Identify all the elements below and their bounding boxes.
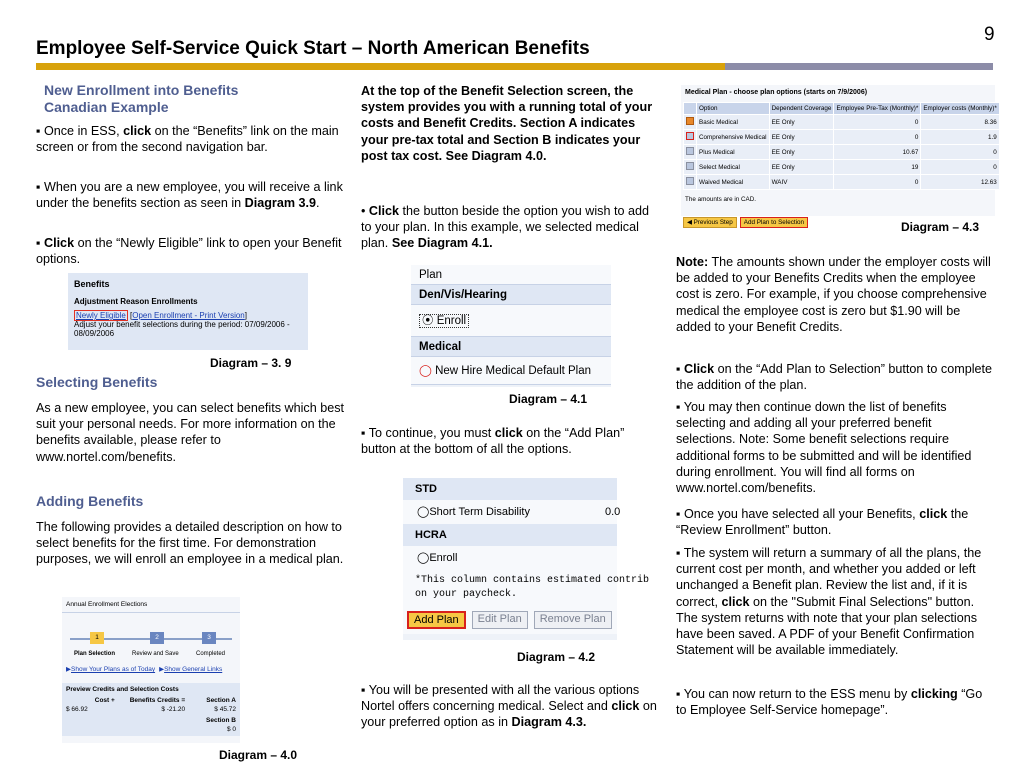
plan-buttons [403,606,617,634]
col3-bullet-review: ▪ Once you have selected all your Benefits, click the “Review Enrollment” button. [676,507,969,538]
cad-note: The amounts are in CAD. [685,196,757,203]
row-select-checkbox[interactable] [686,147,694,155]
medical-row: Medical [411,337,611,357]
section-a-value: $ 45.72 [214,706,236,713]
selecting-benefits-heading: Selecting Benefits [36,374,158,390]
show-general-links[interactable]: Show General Links [164,666,223,673]
step-2-marker: 2 [150,632,164,644]
step-3-label: Completed [196,651,226,657]
estimated-contrib-note: *This column contains estimated contrib on your paycheck. [403,570,617,606]
selecting-benefits-text: As a new employee, you can select benefits which best suit your personal needs. For more information on the benefits available, please refer to www.nortel.com/benefits. [36,401,345,464]
enroll-radio[interactable]: ⦿ [422,315,434,327]
enrollment-steps [62,613,240,657]
plan-links: ▶Show Your Plans as of Today ▶Show General Links [66,666,223,673]
credits-value: $ -21.20 [161,706,186,713]
col1-bullet-1: ▪ Once in ESS, click on the “Benefits” link on the main screen or from the second navigation bar. [36,124,339,155]
step-1-marker: 1 [90,632,104,644]
dependent-column-header: Dependent Coverage [769,103,834,115]
step-1-label: Plan Selection [74,651,116,657]
adjustment-reason-heading: Adjustment Reason Enrollments [74,297,198,306]
cost-value: $ 66.92 [66,706,88,713]
den-vis-hearing-row: Den/Vis/Hearing [411,285,611,305]
slide-title: Employee Self-Service Quick Start – North American Benefits [36,38,590,59]
col3-bullet-continue: ▪ You may then continue down the list of benefits selecting and adding all your preferred benefit selections. Note: Some benefit selections require additional forms to be submitted and will be identified during enrollment. You will find all forms on www.nortel.com/benefits. [676,400,972,496]
annual-enrollment-title: Annual Enrollment Elections [62,597,240,613]
col1-bullet-2: ▪ When you are a new employee, you will receive a link under the benefits section as seen in Diagram 3.9. [36,180,343,211]
diagram-4-3-screenshot [681,85,997,226]
caption-diagram-3-9: Diagram – 3. 9 [210,356,292,370]
hcra-enroll-option: ◯Enroll [403,546,617,570]
adding-benefits-text: The following provides a detailed description on how to select benefits for the first time. For demonstration purposes, we will enroll an employee in a medical plan. [36,520,344,567]
enroll-option: ⦿ Enroll [411,305,611,337]
std-radio[interactable]: ◯ [417,506,430,518]
table-row: Basic Medical EE Only 0 8.36 [684,115,1000,130]
row-select-checkbox[interactable] [686,177,694,185]
col2-bullet-add-plan: ▪ To continue, you must click on the “Add Plan” button at the bottom of all the options. [361,426,625,457]
employer-costs-note: Note: The amounts shown under the employer costs will be added to your Benefits Credits when the employee cost is zero. For example, if you choose comprehensive medical the employee cost is zero but $1.90 will be added to your Benefit Credits. [676,255,991,334]
step-3-marker: 3 [202,632,216,644]
section-b-header: Section B [206,717,236,724]
col3-bullet-return: ▪ You can now return to the ESS menu by clicking “Go to Employee Self-Service homepage”. [676,687,983,718]
row-select-checkbox[interactable] [686,162,694,170]
hcra-radio[interactable]: ◯ [417,552,430,564]
previous-step-button[interactable]: ◀ Previous Step [683,217,737,228]
diagram-3-9-screenshot: Benefits Adjustment Reason Enrollments Newly Eligible [Open Enrollment - Print Version] Adjust your benefit selections during the period: 07/09/2006 - 08/09/2006 [68,273,308,350]
table-row: Plus Medical EE Only 10.67 0 [684,145,1000,160]
table-row: Select Medical EE Only 19 0 [684,160,1000,175]
new-hire-medical-option: ◯ New Hire Medical Default Plan [411,357,611,385]
short-term-disability-option: ◯Short Term Disability 0.0 [403,500,617,524]
add-plan-to-selection-button[interactable]: Add Plan to Selection [740,217,808,228]
medical-options-table [683,102,1000,190]
diagram-4-1-screenshot [411,265,611,387]
adjust-period-text: Adjust your benefit selections during the period: 07/09/2006 - 08/09/2006 [74,320,290,338]
caption-diagram-4-2: Diagram – 4.2 [517,650,596,664]
step-2-label: Review and Save [132,651,179,657]
caption-diagram-4-3: Diagram – 4.3 [901,220,980,234]
add-plan-button[interactable]: Add Plan [407,611,466,629]
table-row: Comprehensive Medical EE Only 0 1.9 [684,130,1000,145]
std-heading: STD [403,478,617,500]
row-select-checkbox[interactable] [686,132,694,140]
col3-bullet-summary: ▪ The system will return a summary of all the plans, the current cost per month, and whether you added or left unchanged a Benefit plan. Review the list and, if it is correct, click on the "Submit Final Selections" button. The system returns with note that your plan selections have been saved. A PDF of your Benefit Confirmation Statement will be available immediately. [676,546,982,658]
adding-benefits-heading: Adding Benefits [36,493,144,509]
col2-bullet-options: ▪ You will be presented with all the various options Nortel offers concerning medical. Select and click on your preferred option as in Diagram 4.3. [361,683,657,730]
medical-plan-title: Medical Plan - choose plan options (starts on 7/9/2006) [685,89,868,96]
caption-diagram-4-1: Diagram – 4.1 [509,392,588,406]
hcra-heading: HCRA [403,524,617,546]
section-b-value: $ 0 [226,726,236,733]
enrollment-heading: New Enrollment into Benefits Canadian Example [44,82,239,115]
preview-costs-box [62,683,240,736]
col3-bullet-add-plan-selection: ▪ Click on the “Add Plan to Selection” button to complete the addition of the plan. [676,362,993,393]
pretax-column-header: Employee Pre-Tax (Monthly)* [834,103,921,115]
diagram-4-0-screenshot [62,597,240,743]
section-a-header: Section A [206,697,236,704]
medical-radio[interactable]: ◯ [419,365,432,377]
row-select-checkbox[interactable] [686,117,694,125]
benefits-panel-title: Benefits [74,279,110,289]
diagram-4-2-screenshot [403,478,650,640]
caption-diagram-4-0: Diagram – 4.0 [219,748,298,762]
cost-header: Cost + [94,697,115,704]
credits-header: Benefits Credits = [129,697,186,704]
col2-bullet-click-button: • Click the button beside the option you wish to add to your plan. In this example, we selected medical plan. See Diagram 4.1. [361,204,649,251]
table-row: Waived Medical WAIV 0 12.63 [684,175,1000,190]
option-column-header: Option [697,103,770,115]
col1-bullet-3: ▪ Click on the “Newly Eligible” link to open your Benefit options. [36,236,342,267]
plan-header: Plan [411,265,611,285]
edit-plan-button[interactable]: Edit Plan [472,611,528,629]
show-plans-link[interactable]: Show Your Plans as of Today [71,666,156,673]
page-number: 9 [984,24,995,45]
preview-costs-title: Preview Credits and Selection Costs [66,686,179,693]
employer-column-header: Employer costs (Monthly)* [921,103,999,115]
open-enrollment-link[interactable]: Open Enrollment - Print Version [132,311,245,320]
benefit-selection-intro: At the top of the Benefit Selection screen, the system provides you with a running total of your costs and Benefit Credits. Section A indicates your pre-tax total and Section B indicates your post tax cost. See Diagram 4.0. [361,84,653,163]
remove-plan-button[interactable]: Remove Plan [534,611,612,629]
newly-eligible-link[interactable]: Newly Eligible [76,311,126,320]
